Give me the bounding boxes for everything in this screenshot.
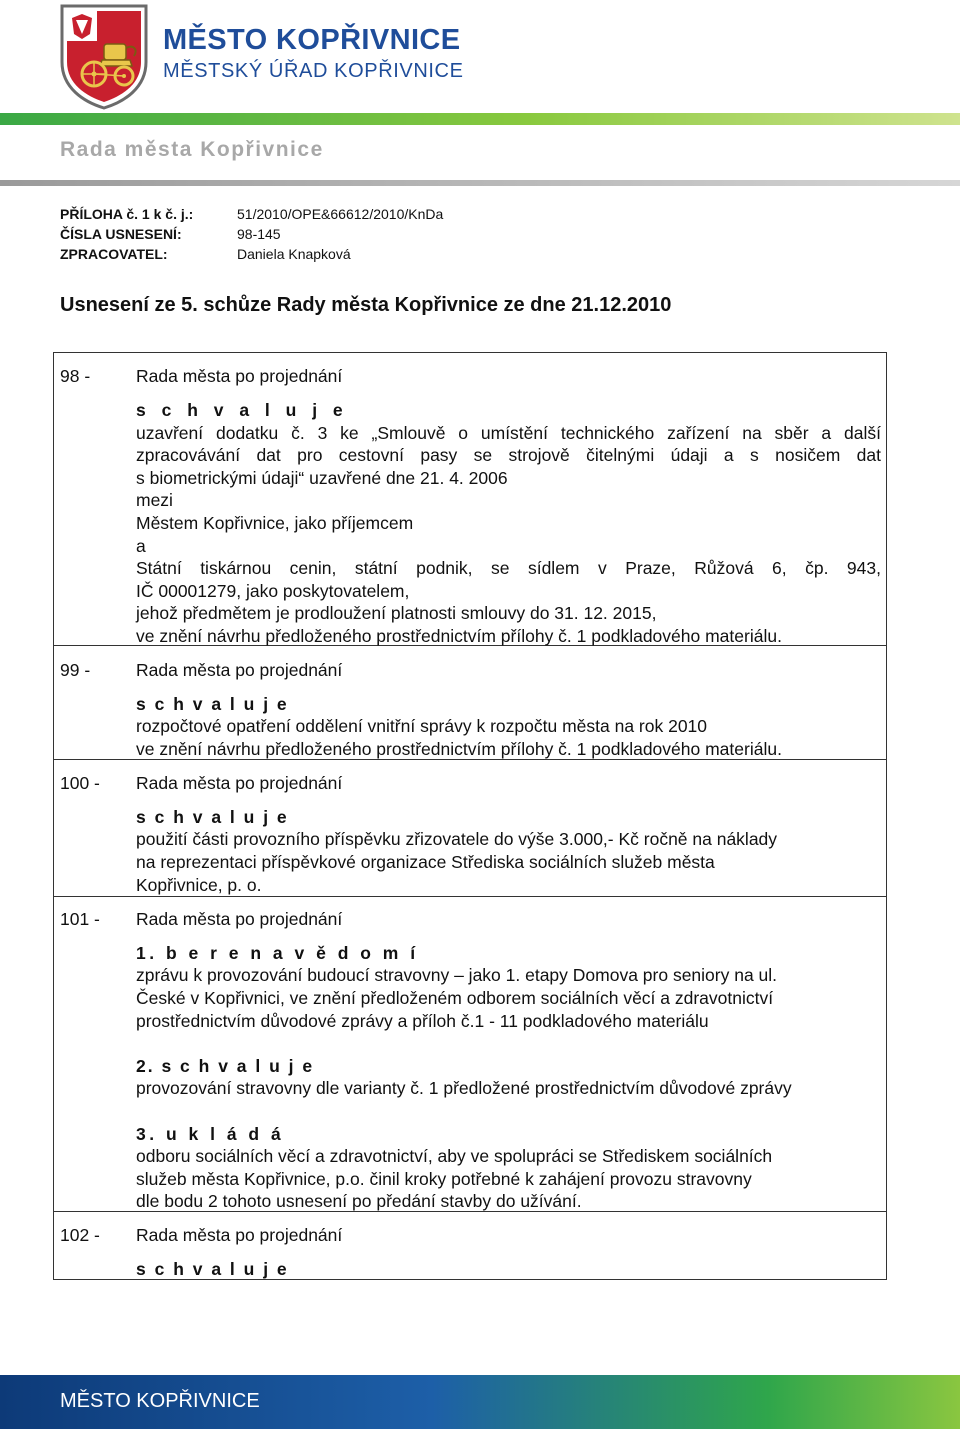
document-meta — [60, 204, 443, 264]
resolution-number: 100 - — [60, 773, 100, 793]
resolution-verb: 1. b e r e n a v ě d o m í — [136, 943, 419, 963]
council-title: Rada města Kopřivnice — [60, 138, 324, 161]
resolution-text-line: uzavření dodatku č. 3 ke „Smlouvě o umístění technického zařízení na sběr a další — [136, 423, 881, 443]
resolution-text-line: provozování stravovny dle varianty č. 1 předložené prostřednictvím důvodové zprávy — [136, 1078, 792, 1098]
resolution-text-line: rozpočtové opatření oddělení vnitřní správy k rozpočtu města na rok 2010 — [136, 716, 708, 736]
resolution-text-line: odboru sociálních věcí a zdravotnictví, aby ve spolupráci se Střediskem sociálních — [136, 1146, 773, 1166]
resolution-verb: s c h v a l u j e — [136, 400, 349, 420]
resolution-verb: s c h v a l u j e — [136, 807, 289, 827]
meta-row-resolution-numbers — [60, 224, 443, 244]
resolution-text-line: Kopřivnice, p. o. — [136, 875, 262, 895]
resolution-text-line: a — [136, 536, 146, 556]
resolution-intro: Rada města po projednání — [136, 660, 343, 680]
meta-value: Daniela Knapková — [237, 246, 351, 262]
meta-row-attachment — [60, 204, 443, 224]
header-divider — [0, 180, 960, 186]
resolution-text-line: jehož předmětem je prodloužení platnosti smlouvy do 31. 12. 2015, — [136, 603, 657, 623]
resolution-intro: Rada města po projednání — [136, 773, 343, 793]
city-coat-of-arms-logo — [58, 4, 150, 110]
resolution-text-line: dle bodu 2 tohoto usnesení po předání stavby do užívání. — [136, 1191, 582, 1211]
resolution-verb: 2. s c h v a l u j e — [136, 1056, 315, 1076]
resolution-text-line: Státní tiskárnou cenin, státní podnik, se sídlem v Praze, Růžová 6, čp. 943, — [136, 558, 881, 578]
meta-value: 98-145 — [237, 226, 281, 242]
resolution-text-line: zprávu k provozování budoucí stravovny – jako 1. etapy Domova pro seniory na ul. — [136, 965, 778, 985]
session-title: Usnesení ze 5. schůze Rady města Kopřivnice ze dne 21.12.2010 — [60, 294, 672, 316]
resolution-text-line: prostřednictvím důvodové zprávy a příloh č.1 - 11 podkladového materiálu — [136, 1011, 709, 1031]
header-green-band — [0, 113, 960, 125]
resolution-text-line: ve znění návrhu předloženého prostřednictvím přílohy č. 1 podkladového materiálu. — [136, 739, 782, 759]
office-name-subheading: MĚSTSKÝ ÚŘAD KOPŘIVNICE — [163, 60, 464, 82]
resolution-text-line: mezi — [136, 490, 173, 510]
row-divider — [54, 896, 886, 897]
resolution-text-line: IČ 00001279, jako poskytovatelem, — [136, 581, 410, 601]
city-name-heading: MĚSTO KOPŘIVNICE — [163, 24, 461, 56]
resolution-text-line: s biometrickými údaji“ uzavřené dne 21. 4. 2006 — [136, 468, 508, 488]
resolution-number: 98 - — [60, 366, 91, 386]
meta-row-author — [60, 244, 443, 264]
resolution-text-line: na reprezentaci příspěvkové organizace Střediska sociálních služeb města — [136, 852, 715, 872]
resolution-text-line: služeb města Kopřivnice, p.o. činil kroky potřebné k zahájení provozu stravovny — [136, 1169, 752, 1189]
resolution-intro: Rada města po projednání — [136, 366, 343, 386]
resolution-verb: s c h v a l u j e — [136, 694, 289, 714]
resolution-text-line: Městem Kopřivnice, jako příjemcem — [136, 513, 414, 533]
meta-label: ČÍSLA USNESENÍ: — [60, 226, 182, 242]
resolution-text-line: ve znění návrhu předloženého prostřednictvím přílohy č. 1 podkladového materiálu. — [136, 626, 782, 646]
resolution-verb: 3. u k l á d á — [136, 1124, 285, 1144]
meta-label: ZPRACOVATEL: — [60, 246, 168, 262]
resolution-number: 102 - — [60, 1225, 100, 1245]
resolution-text-line: použití části provozního příspěvku zřizovatele do výše 3.000,- Kč ročně na náklady — [136, 829, 778, 849]
footer-city-name: MĚSTO KOPŘIVNICE — [60, 1390, 260, 1412]
resolution-number: 101 - — [60, 909, 100, 929]
resolution-verb: s c h v a l u j e — [136, 1259, 289, 1279]
meta-value: 51/2010/OPE&66612/2010/KnDa — [237, 206, 444, 222]
resolution-text-line: České v Kopřivnici, ve znění předloženém odborem sociálních věcí a zdravotnictví — [136, 988, 774, 1008]
resolution-intro: Rada města po projednání — [136, 1225, 343, 1245]
resolution-intro: Rada města po projednání — [136, 909, 343, 929]
meta-label: PŘÍLOHA č. 1 k č. j.: — [60, 206, 194, 222]
resolution-text-line: zpracovávání dat pro cestovní pasy se strojově čitelnými údaji a s nosičem dat — [136, 445, 881, 465]
resolution-number: 99 - — [60, 660, 91, 680]
